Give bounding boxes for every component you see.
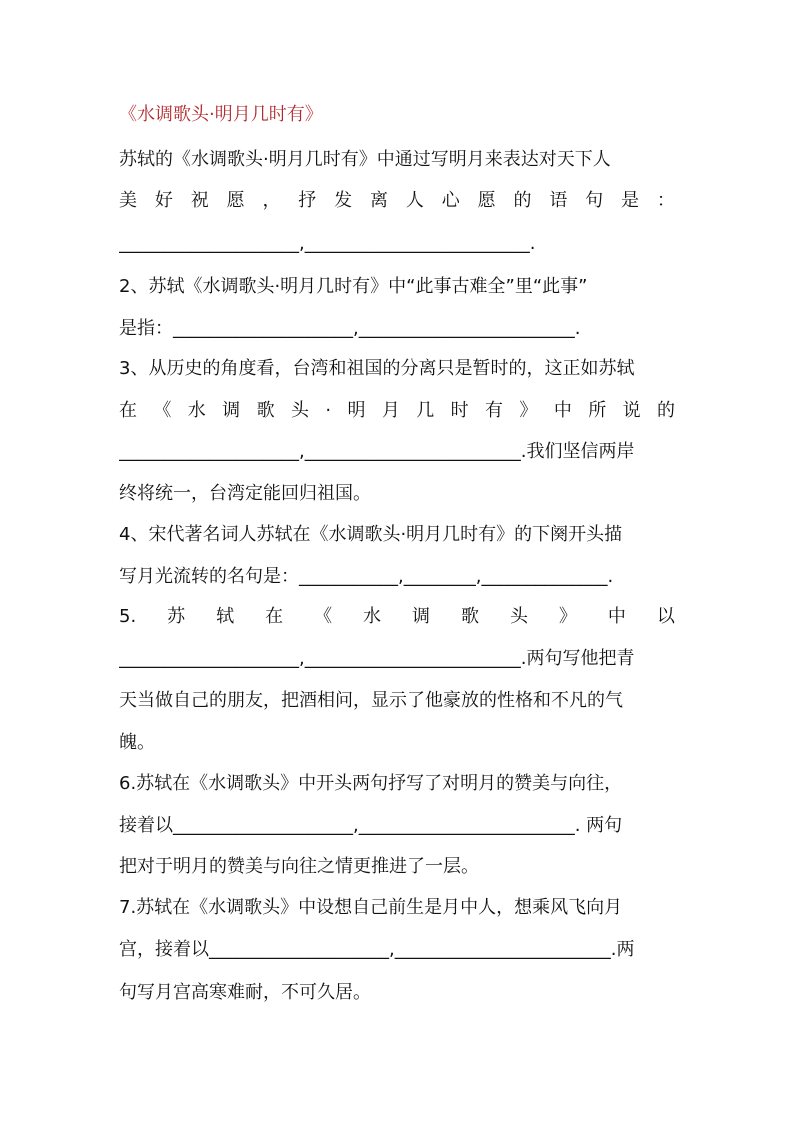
justified-glyph: 在	[119, 400, 137, 421]
q2-line-1: 2、苏轼《水调歌头·明月几时有》中“此事古难全”里“此事”	[119, 276, 588, 297]
justified-glyph: 月	[381, 400, 400, 421]
justified-glyph: 5.	[119, 606, 137, 627]
justified-glyph: 抒	[298, 190, 317, 211]
document-title: 《水调歌头·明月几时有》	[119, 104, 323, 125]
justified-glyph: 祝	[190, 190, 209, 211]
q1-line-1: 苏轼的《水调歌头·明月几时有》中通过写明月来表达对天下人	[119, 149, 611, 170]
justified-glyph: 有	[485, 400, 504, 421]
q5-line-3: 天当做自己的朋友，把酒相问，显示了他豪放的性格和不凡的气	[119, 690, 623, 711]
justified-glyph: ，	[262, 190, 281, 211]
justified-glyph: 头	[509, 606, 528, 627]
justified-glyph: 歌	[460, 606, 479, 627]
justified-glyph: 》	[558, 606, 577, 627]
justified-glyph: 歌	[256, 400, 275, 421]
justified-glyph: 中	[553, 400, 572, 421]
justified-glyph: 《	[153, 400, 172, 421]
justified-glyph: 愿	[226, 190, 245, 211]
q7-line-1: 7.苏轼在《水调歌头》中设想自己前生是月中人，想乘风飞向月	[119, 897, 623, 918]
justified-glyph: 好	[154, 190, 173, 211]
justified-glyph: 调	[412, 606, 430, 627]
justified-glyph: 水	[363, 606, 382, 627]
justified-glyph: 时	[450, 400, 469, 421]
justified-glyph: 句	[585, 190, 604, 211]
justified-glyph: 所	[588, 400, 607, 421]
q7-line-2: 宫，接着以____________________,________________________.两	[119, 939, 635, 960]
justified-glyph: 轼	[216, 606, 235, 627]
q3-line-2	[119, 398, 675, 424]
q5-line-2: ____________________,________________________.两句写他把青	[119, 648, 635, 669]
justified-glyph: 在	[265, 606, 284, 627]
justified-glyph: ：	[656, 190, 675, 211]
q5-line-4: 魄。	[119, 732, 155, 753]
q6-line-2: 接着以____________________,________________________. 两句	[119, 815, 623, 836]
justified-glyph: 明	[347, 400, 366, 421]
q5-line-1	[119, 604, 675, 630]
justified-glyph: 的	[656, 400, 675, 421]
justified-glyph: 调	[222, 400, 241, 421]
justified-glyph: 愿	[477, 190, 496, 211]
q3-line-4: 终将统一，台湾定能回归祖国。	[119, 483, 371, 504]
justified-glyph: 水	[187, 400, 206, 421]
justified-glyph: 以	[656, 606, 675, 627]
justified-glyph: 头	[290, 400, 309, 421]
q4-line-1: 4、宋代著名词人苏轼在《水调歌头·明月几时有》的下阕开头描	[119, 524, 623, 545]
justified-glyph: 心	[441, 190, 460, 211]
q4-line-2: 写月光流转的名句是：___________,________,______________.	[119, 566, 614, 587]
justified-glyph: 几	[416, 400, 435, 421]
justified-glyph: 人	[405, 190, 424, 211]
justified-glyph: ·	[325, 400, 332, 421]
q3-line-3: ____________________,________________________.我们坚信两岸	[119, 441, 635, 462]
justified-glyph: 美	[119, 190, 137, 211]
justified-glyph: 离	[370, 190, 389, 211]
q2-line-2: 是指：____________________,________________________.	[119, 318, 581, 339]
justified-glyph: 》	[519, 400, 538, 421]
justified-glyph: 是	[621, 190, 640, 211]
q1-answer-blanks: ____________________,_________________________.	[119, 233, 536, 254]
q3-line-1: 3、从历史的角度看，台湾和祖国的分离只是暂时的，这正如苏轼	[119, 358, 635, 379]
q6-line-3: 把对于明月的赞美与向往之情更推进了一层。	[119, 856, 479, 877]
justified-glyph: 的	[513, 190, 532, 211]
justified-glyph: 苏	[167, 606, 186, 627]
justified-glyph: 发	[334, 190, 353, 211]
justified-glyph: 语	[549, 190, 568, 211]
q6-line-1: 6.苏轼在《水调歌头》中开头两句抒写了对明月的赞美与向往，	[119, 773, 623, 794]
justified-glyph: 说	[622, 400, 641, 421]
q7-line-3: 句写月宫高寒难耐，不可久居。	[119, 982, 371, 1003]
justified-glyph: 中	[607, 606, 626, 627]
justified-glyph: 《	[314, 606, 333, 627]
q1-line-2	[119, 188, 675, 214]
